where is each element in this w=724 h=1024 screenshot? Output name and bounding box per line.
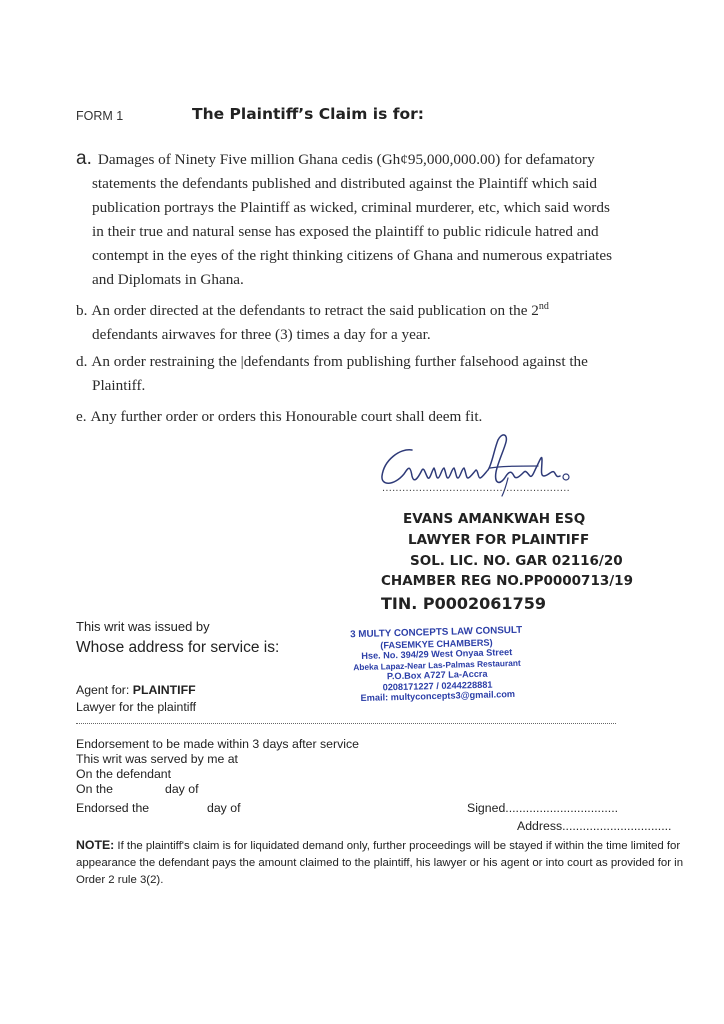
claim-a-line: and Diplomats in Ghana. [92, 271, 244, 288]
signature [370, 428, 640, 500]
stamp-line: (FASEMKYE CHAMBERS) [380, 637, 493, 650]
stamp-line: 3 MULTY CONCEPTS LAW CONSULT [350, 624, 523, 641]
endorsement-on-the: On the [76, 782, 113, 796]
address-for-service: Whose address for service is: [76, 639, 280, 656]
claim-a-line: in their true and natural sense has exposed the plaintiff to public ridicule hatred and [92, 223, 599, 240]
divider [76, 723, 616, 724]
signed-field: Signed................................. [467, 801, 619, 815]
note-text: If the plaintiff's claim is for liquidated demand only, further proceedings will be stayed if within the time limited for appearance the defendant pays the amount claimed to the plaintiff, his lawyer or his agent or into court as provided for in Order 2 rule 3(2). [76, 840, 684, 886]
writ-issued-by: This writ was issued by [76, 619, 210, 634]
claim-d-marker: d. [76, 353, 88, 370]
endorsed-day-of: day of [207, 801, 241, 815]
claim-a-marker: a. [76, 148, 92, 169]
chamber-reg: CHAMBER REG NO.PP0000713/19 [381, 573, 633, 589]
stamp-line: P.O.Box A727 La-Accra [386, 668, 488, 682]
claim-e-line: Any further order or orders this Honourable court shall deem fit. [90, 408, 483, 425]
tin-number: TIN. P0002061759 [381, 594, 546, 613]
claim-a-line: Damages of Ninety Five million Ghana cedis (Gh¢95,000,000.00) for defamatory [97, 151, 595, 168]
form-label: FORM 1 [76, 109, 124, 123]
endorsement-line: Endorsement to be made within 3 days after service [76, 737, 359, 751]
claim-e [76, 405, 676, 429]
endorsement-day-of: day of [165, 782, 199, 796]
claim-a-line: statements the defendants published and distributed against the Plaintiff which said [92, 175, 598, 192]
signature-dots: ........................................................ [382, 482, 570, 494]
address-field: Address................................ [517, 819, 672, 833]
claim-a-line: contempt in the eyes of the right thinking citizens of Ghana and numerous expatriates [92, 247, 613, 264]
claim-e-marker: e. [76, 408, 87, 425]
lawyer-license: SOL. LIC. NO. GAR 02116/20 [410, 553, 623, 569]
law-firm-stamp [331, 625, 543, 704]
claim-a-line: publication portrays the Plaintiff as wicked, criminal murderer, etc, which said words [92, 199, 610, 216]
stamp-line: Email: multyconcepts3@gmail.com [360, 688, 516, 704]
claim-b-marker: b. [76, 302, 88, 320]
endorsed-the: Endorsed the [76, 801, 150, 815]
lawyer-for-plaintiff: Lawyer for the plaintiff [76, 700, 197, 714]
claim-b-line: An order directed at the defendants to retract the said publication on the 2 [91, 302, 539, 320]
lawyer-role: LAWYER FOR PLAINTIFF [408, 532, 590, 548]
claim-b-superscript: nd [538, 301, 549, 312]
claim-d-line: Plaintiff. [92, 377, 146, 394]
endorsement-line: This writ was served by me at [76, 752, 238, 766]
stamp-line: 0208171227 / 0244228881 [382, 679, 493, 692]
agent-value: PLAINTIFF [132, 683, 196, 697]
agent-for [76, 683, 196, 697]
claim-d-line: An order restraining the |defendants from publishing further falsehood against the [91, 353, 588, 370]
stamp-line: Hse. No. 394/29 West Onyaa Street [361, 647, 513, 661]
stamp-line: Abeka Lapaz-Near Las-Palmas Restaurant [353, 657, 521, 672]
agent-label: Agent for: [76, 683, 130, 697]
claim-d [76, 350, 676, 398]
lawyer-name: EVANS AMANKWAH ESQ [403, 511, 586, 527]
note-label: NOTE: [76, 838, 115, 852]
claim-b-line: defendants airwaves for three (3) times a day for a year. [92, 326, 431, 344]
endorsement-line: On the defendant [76, 767, 172, 781]
claim-a [76, 147, 676, 292]
claim-b [76, 295, 676, 347]
note [76, 837, 686, 889]
page-title: The Plaintiff’s Claim is for: [192, 105, 424, 123]
